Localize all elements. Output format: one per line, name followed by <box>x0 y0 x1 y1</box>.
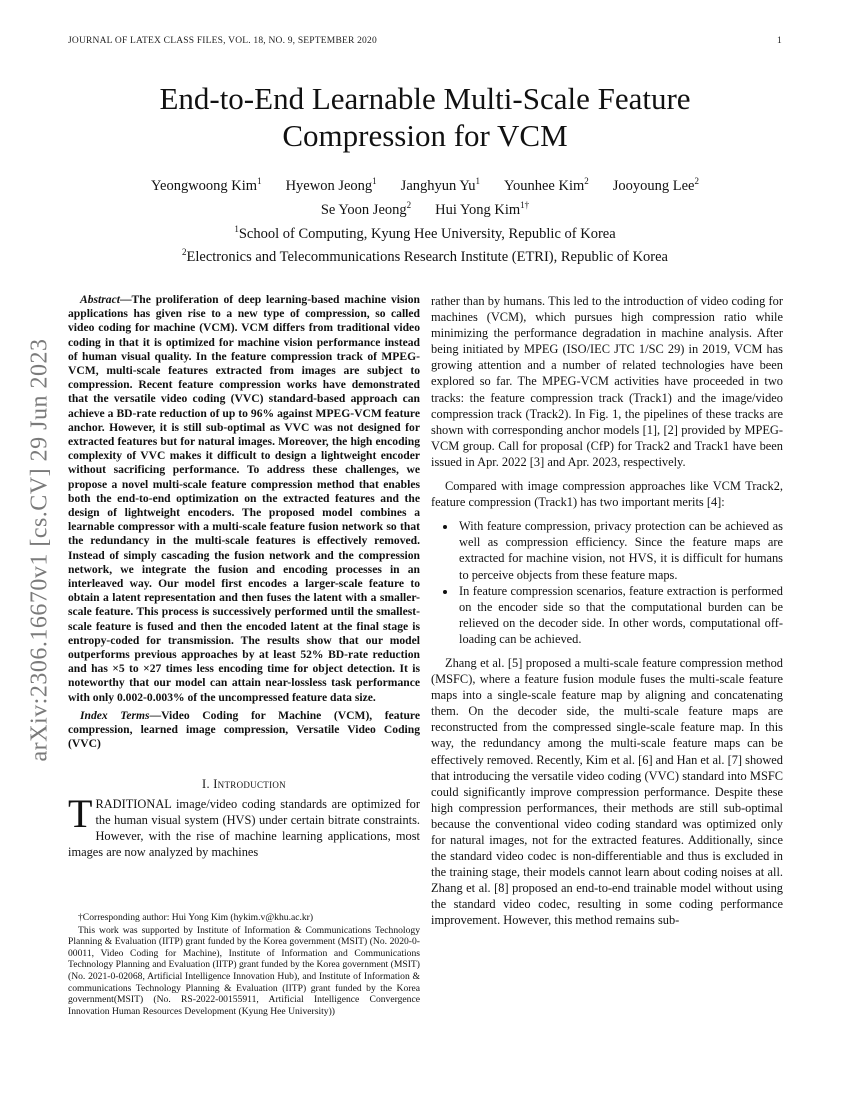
index-terms-text: —Video Coding for Machine (VCM), feature compression, learned image compression, Versatile Video Coding (VVC) <box>68 708 420 751</box>
abstract-text: —The proliferation of deep learning-based machine vision applications has given rise to a new type of compression, so called video coding for machine (VCM). VCM differs from traditional video coding in that it is optimized for machine vision performance instead of human visual quality. In the feature compression track of MPEG-VCM, multi-scale features extracted from images are subject to compression. Recent feature compression works have demonstrated that the versatile video coding (VVC) standard-based approach can achieve a BD-rate reduction of up to 96% against MPEG-VCM feature anchor. However, it is still sub-optimal as VVC was not designed for extracted features but for natural images. Moreover, the high encoding complexity of VVC makes it difficult to design a lightweight encoder without sacrificing performance. To address these challenges, we propose a novel multi-scale feature compression method that enables both the end-to-end optimization on the extracted features and the design of lightweight encoders. The proposed model combines a learnable compressor with a multi-scale feature fusion network so that the redundancy in the multi-scale features is effectively removed. Instead of simply cascading the fusion network and the compression network, we integrate the fusion and encoding processes in an interleaved way. Our model first encodes a larger-scale feature to obtain a latent representation and then fuses the latent with a smaller-scale feature. This process is successively performed until the smallest-scale feature is fused and then the encoded latent at the final stage is entropy-coded for transmission. The results show that our model outperforms previous approaches by at least 52% BD-rate reduction and has ×5 to ×27 times less encoding time for object detection. It is noteworthy that our model can attain near-lossless task performance with only 0.002-0.003% of the uncompressed feature data size. <box>68 293 420 704</box>
index-terms-label: Index Terms <box>80 708 150 722</box>
title-line-2: Compression for VCM <box>282 118 568 153</box>
footnotes <box>68 912 420 1017</box>
list-item: • In feature compression scenarios, feature extraction is performed on the encoder side so that the computational burden can be relieved on the decoder side. In other words, computational off-loading can be achieved. <box>457 583 783 647</box>
affiliation-1: $^1$School of Computing, Kyung Hee University, Republic of Korea <box>234 223 616 242</box>
intro-paragraph: TRADITIONAL image/video coding standards are optimized for the human visual system (HVS) under certain bitrate constraints. However, with the rise of machine learning applications, most images are now analyzed by machines <box>68 790 420 859</box>
merit-list <box>431 518 783 647</box>
author: Yeongwoong Kim$^1$ <box>150 176 262 194</box>
author: Hyewon Jeong$^1$ <box>285 176 377 194</box>
body-paragraph: rather than by humans. This led to the introduction of video coding for machines (VCM), which pursues high compression ratio while minimizing the performance degradation in machine analysis. After being initiated by MPEG (ISO/IEC JTC 1/SC 29) in 2019, VCM has growing attention and a number of related technologies have been explored so far. The MPEG-VCM activities have proceeded in two tracks: the feature compression track (Track1) and the image/video compression track (Track2). In Fig. 1, the pipelines of these tracks are shown with corresponding anchor models [1], [2] provided by MPEG-VCM group. Call for proposal (CfP) for Track2 and Track1 have been issued in Apr. 2022 [3] and Apr. 2023, respectively. <box>431 294 783 469</box>
body-paragraph: Compared with image compression approaches like VCM Track2, feature compression (Track1) has two important merits [4]: <box>431 479 783 510</box>
funding-footnote: This work was supported by Institute of Information & Communications Technology Planning & Evaluation (IITP) grant funded by the Korea government (MSIT) (No. 2020-0-00011, Video Coding for Machine), Institute of Information and Communications Technology Planning and Evaluation (IITP) grant funded by the Korea government (MSIT) (No. 2021-0-02068, Artificial Intelligence Innovation Hub), and Institute of Information & communications Technology Planning & Evaluation (IITP) grant funded by the Korea government(MSIT) (No. RS-2022-00155911, Artificial Intelligence Convergence Innovation Human Resources Development (Kyung Hee University)) <box>68 924 420 1017</box>
arxiv-stamp-container <box>20 300 60 800</box>
list-item: • With feature compression, privacy protection can be achieved as well as compression efficiency. Since the feature maps are extracted for machine vision, not HVS, it is difficult for humans to perceive objects from these feature maps. <box>457 518 783 582</box>
left-column <box>68 293 420 860</box>
author: Younhee Kim$^2$ <box>503 176 589 194</box>
body-paragraph: Zhang et al. [5] proposed a multi-scale feature compression method (MSFC), where a feature fusion module fuses the multi-scale feature maps into a single-scale feature map by aligning and concatenating them. On the decoder side, the multi-scale feature maps are reconstructed from the compressed single-scale feature map. In this way, the redundancy among the multi-scale feature maps can be effectively removed. Recently, Kim et al. [6] and Han et al. [7] showed that introducing the versatile video coding (VVC) standard into MSFC could significantly improve compression performance. Despite these high compression performances, their methods are still sub-optimal because the conventional video coding standard was optimized only for natural images, not for the extracted features. Additionally, since the standard video codec is non-differentiable and thus is excluded in the training stage, their models cannot learn about coding noises at all. Zhang et al. [8] proposed an end-to-end trainable model without using the standard video codec, resulting in some coding performance improvement. However, this method remains sub- <box>431 655 783 928</box>
corresponding-author-footnote: †Corresponding author: Hui Yong Kim (hykim.v@khu.ac.kr) <box>78 912 314 923</box>
author-block <box>70 172 780 267</box>
running-header <box>68 36 782 46</box>
drop-cap: T <box>68 790 93 836</box>
paper-title <box>80 80 770 154</box>
affiliation-2: $^2$Electronics and Telecommunications Research Institute (ETRI), Republic of Korea <box>182 247 668 266</box>
index-terms <box>68 709 420 752</box>
arxiv-stamp: arXiv:2306.16670v1 [cs.CV] 29 Jun 2023 <box>26 338 53 762</box>
author-row-1 <box>70 172 780 196</box>
abstract <box>68 293 420 705</box>
author: Janghyun Yu$^1$ <box>400 176 480 194</box>
author: Jooyoung Lee$^2$ <box>612 176 699 194</box>
author: Se Yoon Jeong$^2$ <box>320 199 412 218</box>
abstract-label: Abstract <box>80 293 120 306</box>
right-column <box>431 293 783 929</box>
journal-header: JOURNAL OF LATEX CLASS FILES, VOL. 18, NO. 9, SEPTEMBER 2020 <box>68 36 377 46</box>
title-line-1: End-to-End Learnable Multi-Scale Feature <box>159 81 691 116</box>
page-number: 1 <box>777 36 782 46</box>
section-heading: I. Introduction <box>202 776 286 791</box>
author-row-2 <box>70 196 780 220</box>
author: Hui Yong Kim$^{1\dagger}$ <box>435 199 530 218</box>
